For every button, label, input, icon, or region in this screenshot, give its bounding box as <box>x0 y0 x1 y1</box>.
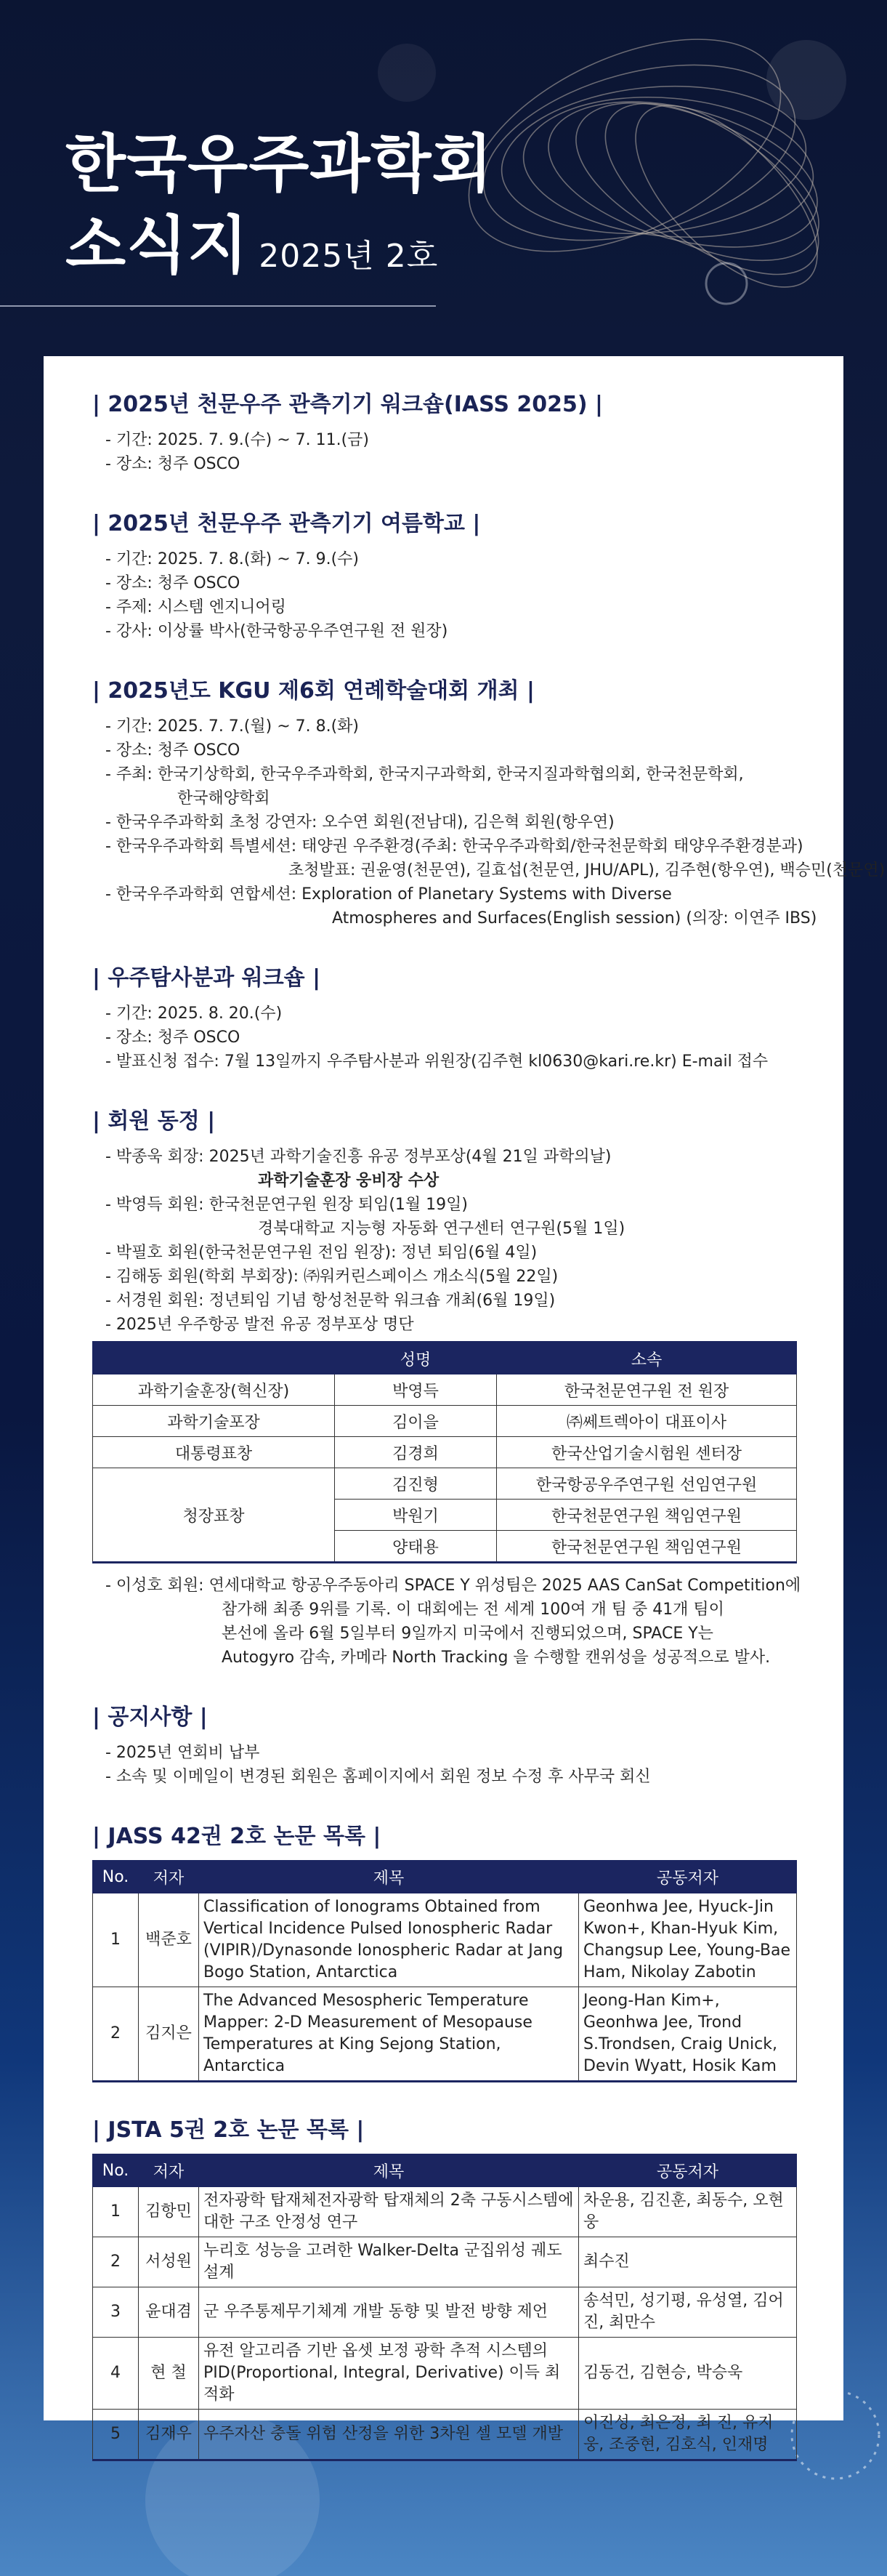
awardee-name: 김경희 <box>335 1437 497 1468</box>
info-line-continued: Atmospheres and Surfaces(English session) (의장: 이연주 IBS) <box>332 909 817 927</box>
paper-author: 김항민 <box>139 2187 199 2237</box>
info-line: - 장소: 청주 OSCO <box>105 1029 240 1047</box>
column-header: 저자 <box>139 2154 199 2187</box>
table-row <box>93 2410 797 2460</box>
column-header: 공동저자 <box>579 2154 797 2187</box>
paper-title: 누리호 성능을 고려한 Walker-Delta 군집위성 궤도설계 <box>199 2237 579 2287</box>
paper-number: 1 <box>93 1893 139 1987</box>
award-category: 과학기술포장 <box>93 1406 335 1437</box>
award-table <box>92 1341 797 1563</box>
paper-author: 김지은 <box>139 1987 199 2082</box>
section-kgu <box>92 675 886 930</box>
section-title: | 2025년도 KGU 제6회 연례학술대회 개최 | <box>92 678 535 704</box>
paper-number: 4 <box>93 2338 139 2410</box>
content-panel <box>44 356 886 2454</box>
info-line: - 2025년 연회비 납부 <box>105 1744 260 1762</box>
info-line-continued: 한국해양학회 <box>177 789 270 808</box>
paper-coauthors: 송석민, 성기평, 유성열, 김어진, 최만수 <box>579 2287 797 2338</box>
info-line: - 발표신청 접수: 7월 13일까지 우주탐사분과 위원장(김주현 kl0630@kari.re.kr) E-mail 접수 <box>105 1052 769 1071</box>
title-line-2 <box>65 205 493 297</box>
info-line-continued: 과학기술훈장 웅비장 수상 <box>258 1172 440 1190</box>
table-row <box>93 2338 797 2410</box>
paper-number: 5 <box>93 2410 139 2460</box>
section-summer-school <box>92 508 797 643</box>
info-line: - 장소: 청주 OSCO <box>105 455 240 473</box>
section-iass <box>92 389 797 476</box>
info-line: - 박필호 회원(한국천문연구원 전임 원장): 정년 퇴임(6월 4일) <box>105 1244 538 1262</box>
table-row <box>93 1437 797 1468</box>
paper-coauthors: 김동건, 김현승, 박승욱 <box>579 2338 797 2410</box>
content-inner <box>92 389 886 2493</box>
paper-coauthors: 이진성, 최은정, 최 진, 유지웅, 조중현, 김호식, 인재명 <box>579 2410 797 2460</box>
paper-coauthors: Jeong-Han Kim+, Geonhwa Jee, Trond S.Trondsen, Craig Unick, Devin Wyatt, Hosik Kam <box>579 1987 797 2082</box>
awardee-affiliation: 한국천문연구원 책임연구원 <box>497 1500 797 1531</box>
awardee-name: 양태용 <box>335 1531 497 1563</box>
paper-author: 김재우 <box>139 2410 199 2460</box>
table-header-row <box>93 2154 797 2187</box>
paper-number: 2 <box>93 2237 139 2287</box>
award-category: 과학기술훈장(혁신장) <box>93 1374 335 1406</box>
awardee-affiliation: 한국항공우주연구원 선임연구원 <box>497 1468 797 1500</box>
paper-coauthors: 최수진 <box>579 2237 797 2287</box>
column-header: 성명 <box>335 1343 497 1374</box>
table-row <box>93 1987 797 2082</box>
section-title: | 2025년 천문우주 관측기기 여름학교 | <box>92 511 481 536</box>
info-line-continued: 참가해 최종 9위를 기록. 이 대회에는 전 세계 100여 개 팀 중 41개 팀이 <box>222 1601 724 1619</box>
table-row <box>93 1374 797 1406</box>
paper-coauthors: Geonhwa Jee, Hyuck-Jin Kwon+, Khan-Hyuk Kim, Changsup Lee, Young-Bae Ham, Nikolay Zabotin <box>579 1893 797 1987</box>
award-category: 청장표창 <box>93 1468 335 1563</box>
info-line: - 2025년 우주항공 발전 유공 정부포상 명단 <box>105 1316 414 1334</box>
column-header: 제목 <box>199 1861 579 1893</box>
section-title: | 회원 동정 | <box>92 1108 216 1134</box>
info-line: - 장소: 청주 OSCO <box>105 741 240 760</box>
info-line: - 강사: 이상률 박사(한국항공우주연구원 전 원장) <box>105 622 448 640</box>
info-line: - 박영득 회원: 한국천문연구원 원장 퇴임(1월 19일) <box>105 1196 469 1214</box>
awardee-affiliation: ㈜쎄트렉아이 대표이사 <box>497 1406 797 1437</box>
table-row <box>93 1893 797 1987</box>
paper-number: 3 <box>93 2287 139 2338</box>
section-planetary-workshop <box>92 962 797 1074</box>
info-line: - 기간: 2025. 7. 9.(수) ~ 7. 11.(금) <box>105 431 370 449</box>
info-line: - 서경원 회원: 정년퇴임 기념 항성천문학 워크숍 개최(6월 19일) <box>105 1292 556 1310</box>
newsletter-title <box>65 124 493 297</box>
column-header: 소속 <box>497 1343 797 1374</box>
info-line: - 기간: 2025. 8. 20.(수) <box>105 1005 283 1023</box>
section-members <box>92 1106 801 1670</box>
column-header: 공동저자 <box>579 1861 797 1893</box>
paper-title: 전자광학 탑재체전자광학 탑재체의 2축 구동시스템에 대한 구조 안정성 연구 <box>199 2187 579 2237</box>
info-line: - 주최: 한국기상학회, 한국우주과학회, 한국지구과학회, 한국지질과학협의회, 한국천문학회, <box>105 765 744 784</box>
section-title: | 공지사항 | <box>92 1704 208 1730</box>
paper-number: 1 <box>93 2187 139 2237</box>
info-line: - 한국우주과학회 초청 강연자: 오수연 회원(전남대), 김은혁 회원(항우연) <box>105 813 615 832</box>
table-header-row <box>93 1861 797 1893</box>
info-line-continued: Autogyro 감속, 카메라 North Tracking 을 수행할 캔위성을 성공적으로 발사. <box>222 1649 771 1667</box>
jass-paper-table <box>92 1860 797 2082</box>
table-row <box>93 2237 797 2287</box>
info-line: - 김해동 회원(학회 부회장): ㈜워커린스페이스 개소식(5월 22일) <box>105 1268 559 1286</box>
section-title: | 우주탐사분과 워크숍 | <box>92 965 321 991</box>
awardee-name: 김진형 <box>335 1468 497 1500</box>
awardee-affiliation: 한국천문연구원 책임연구원 <box>497 1531 797 1563</box>
column-header: 저자 <box>139 1861 199 1893</box>
paper-title: Classification of Ionograms Obtained from Vertical Incidence Pulsed Ionospheric Radar (VIPIR)/Dynasonde Ionospheric Radar at Jang Bogo Station, Antarctica <box>199 1893 579 1987</box>
paper-title: 유전 알고리즘 기반 옵셋 보정 광학 추적 시스템의 PID(Proportional, Integral, Derivative) 이득 최적화 <box>199 2338 579 2410</box>
awardee-name: 김이을 <box>335 1406 497 1437</box>
table-header-row <box>93 1343 797 1374</box>
paper-title: 군 우주통제무기체계 개발 동향 및 발전 방향 제언 <box>199 2287 579 2338</box>
section-notice <box>92 1702 797 1789</box>
awardee-name: 박원기 <box>335 1500 497 1531</box>
awardee-name: 박영득 <box>335 1374 497 1406</box>
paper-number: 2 <box>93 1987 139 2082</box>
info-line: - 박종욱 회장: 2025년 과학기술진흥 유공 정부포상(4월 21일 과학의날) <box>105 1148 612 1166</box>
section-jass <box>92 1821 797 2082</box>
issue-label: 2025년 2호 <box>259 238 439 275</box>
table-row <box>93 2187 797 2237</box>
paper-author: 서성원 <box>139 2237 199 2287</box>
column-header: No. <box>93 2154 139 2187</box>
info-line-continued: 본선에 올라 6월 5일부터 9일까지 미국에서 진행되었으며, SPACE Y는 <box>222 1625 713 1643</box>
info-line: - 한국우주과학회 연합세션: Exploration of Planetary Systems with Diverse <box>105 885 672 903</box>
column-header: No. <box>93 1861 139 1893</box>
paper-author: 현 철 <box>139 2338 199 2410</box>
paper-title: The Advanced Mesospheric Temperature Mapper: 2-D Measurement of Mesopause Temperatures at King Sejong Station, Antarctica <box>199 1987 579 2082</box>
info-line: - 소속 및 이메일이 변경된 회원은 홈페이지에서 회원 정보 수정 후 사무국 회신 <box>105 1768 651 1786</box>
awardee-affiliation: 한국천문연구원 전 원장 <box>497 1374 797 1406</box>
info-line: - 한국우주과학회 특별세션: 태양권 우주환경(주최: 한국우주과학회/한국천문학회 태양우주환경분과) <box>105 837 803 856</box>
section-jsta <box>92 2114 797 2461</box>
jsta-paper-table <box>92 2154 797 2461</box>
table-row <box>93 2287 797 2338</box>
info-line: - 기간: 2025. 7. 7.(월) ~ 7. 8.(화) <box>105 717 360 736</box>
info-line: - 기간: 2025. 7. 8.(화) ~ 7. 9.(수) <box>105 550 360 568</box>
info-line-continued: 경북대학교 지능형 자동화 연구센터 연구원(5월 1일) <box>258 1220 625 1238</box>
award-category: 대통령표창 <box>93 1437 335 1468</box>
table-row <box>93 1406 797 1437</box>
column-header: 제목 <box>199 2154 579 2187</box>
info-line: - 장소: 청주 OSCO <box>105 574 240 592</box>
awardee-affiliation: 한국산업기술시험원 센터장 <box>497 1437 797 1468</box>
hero-divider <box>0 305 436 307</box>
info-line-continued: 초청발표: 권윤영(천문연), 길효섭(천문연, JHU/APL), 김주현(항우연), 백승민(천문연) <box>288 861 886 880</box>
title-line-2-text: 소식지 <box>65 209 249 282</box>
section-title: | 2025년 천문우주 관측기기 워크숍(IASS 2025) | <box>92 392 603 417</box>
title-line-1: 한국우주과학회 <box>65 128 493 201</box>
info-line: - 이성호 회원: 연세대학교 항공우주동아리 SPACE Y 위성팀은 2025 AAS CanSat Competition에 <box>105 1577 801 1595</box>
paper-coauthors: 차운용, 김진훈, 최동수, 오현웅 <box>579 2187 797 2237</box>
section-title: | JSTA 5권 2호 논문 목록 | <box>92 2117 365 2143</box>
section-title: | JASS 42권 2호 논문 목록 | <box>92 1824 381 1849</box>
column-header <box>93 1343 335 1374</box>
table-row <box>93 1468 797 1500</box>
paper-author: 백준호 <box>139 1893 199 1987</box>
info-line: - 주제: 시스템 엔지니어링 <box>105 598 286 616</box>
paper-author: 윤대겸 <box>139 2287 199 2338</box>
paper-title: 우주자산 충돌 위험 산정을 위한 3차원 셀 모델 개발 <box>199 2410 579 2460</box>
